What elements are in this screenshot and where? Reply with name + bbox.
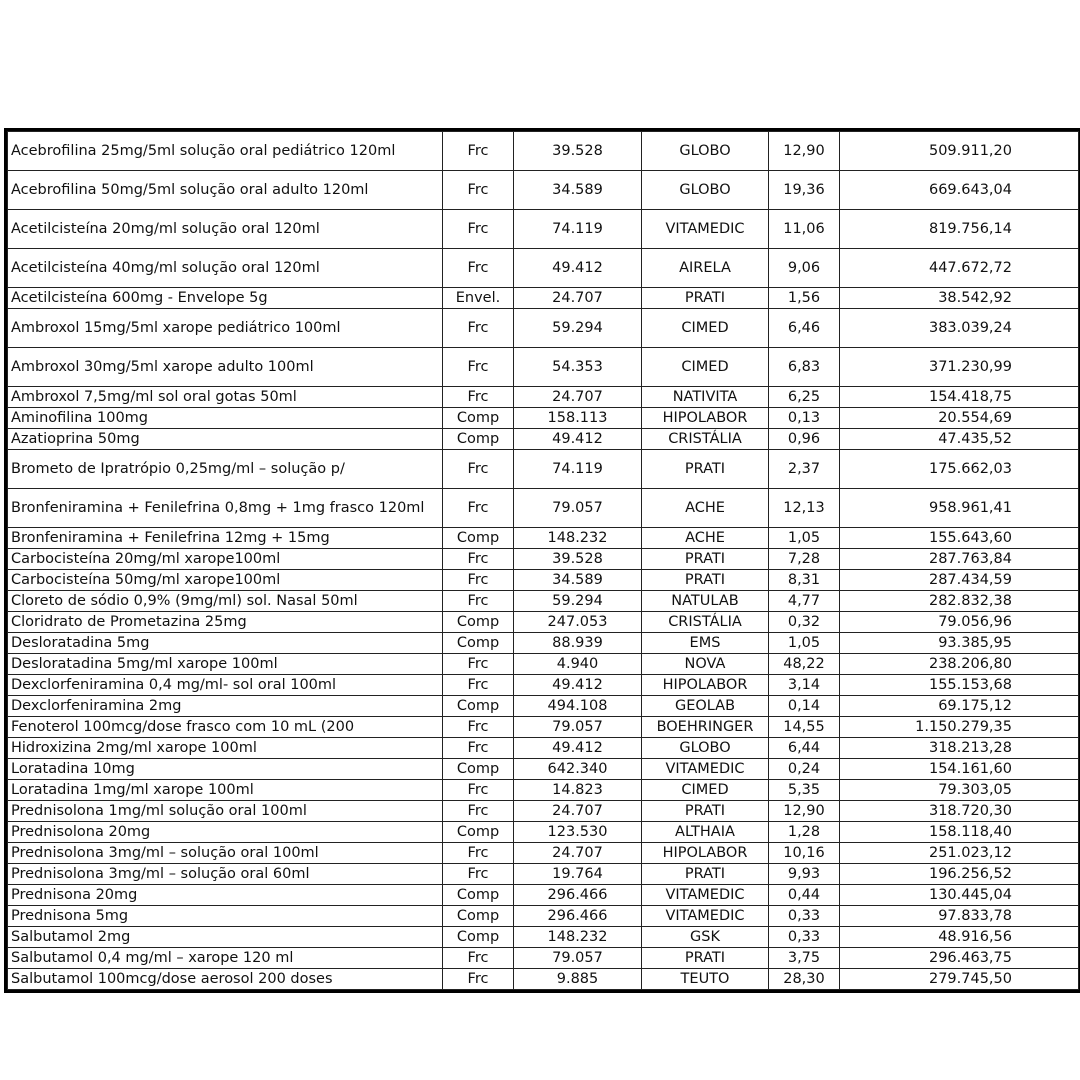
quantity-cell: 148.232 — [514, 528, 642, 549]
unit-cell: Frc — [443, 864, 514, 885]
unit-cell: Frc — [443, 489, 514, 528]
unit-cell: Frc — [443, 348, 514, 387]
quantity-cell: 24.707 — [514, 387, 642, 408]
quantity-cell: 79.057 — [514, 717, 642, 738]
medication-description-cell: Loratadina 10mg — [8, 759, 443, 780]
brand-cell: HIPOLABOR — [642, 675, 769, 696]
unit-price-cell: 0,13 — [769, 408, 840, 429]
unit-cell: Frc — [443, 801, 514, 822]
medication-description-cell: Acetilcisteína 20mg/ml solução oral 120ml — [8, 210, 443, 249]
medication-description-cell: Acebrofilina 50mg/5ml solução oral adulto 120ml — [8, 171, 443, 210]
medication-description-cell: Carbocisteína 50mg/ml xarope100ml — [8, 570, 443, 591]
medication-description-cell: Bronfeniramina + Fenilefrina 12mg + 15mg — [8, 528, 443, 549]
brand-cell: EMS — [642, 633, 769, 654]
quantity-cell: 123.530 — [514, 822, 642, 843]
unit-cell: Frc — [443, 387, 514, 408]
unit-price-cell: 48,22 — [769, 654, 840, 675]
total-value-cell: 93.385,95 — [840, 633, 1079, 654]
total-value-cell: 318.720,30 — [840, 801, 1079, 822]
unit-price-cell: 3,14 — [769, 675, 840, 696]
unit-price-cell: 0,32 — [769, 612, 840, 633]
unit-price-cell: 1,05 — [769, 633, 840, 654]
quantity-cell: 39.528 — [514, 549, 642, 570]
quantity-cell: 79.057 — [514, 948, 642, 969]
unit-price-cell: 12,90 — [769, 801, 840, 822]
table-row — [8, 927, 1079, 948]
table-row — [8, 429, 1079, 450]
total-value-cell: 69.175,12 — [840, 696, 1079, 717]
brand-cell: VITAMEDIC — [642, 759, 769, 780]
unit-cell: Frc — [443, 132, 514, 171]
unit-cell: Frc — [443, 249, 514, 288]
brand-cell: PRATI — [642, 864, 769, 885]
quantity-cell: 34.589 — [514, 570, 642, 591]
brand-cell: GLOBO — [642, 738, 769, 759]
brand-cell: CIMED — [642, 348, 769, 387]
unit-price-cell: 2,37 — [769, 450, 840, 489]
unit-price-cell: 1,28 — [769, 822, 840, 843]
unit-price-cell: 8,31 — [769, 570, 840, 591]
brand-cell: CRISTÁLIA — [642, 429, 769, 450]
quantity-cell: 59.294 — [514, 591, 642, 612]
total-value-cell: 20.554,69 — [840, 408, 1079, 429]
total-value-cell: 196.256,52 — [840, 864, 1079, 885]
unit-cell: Comp — [443, 759, 514, 780]
unit-cell: Comp — [443, 885, 514, 906]
brand-cell: PRATI — [642, 801, 769, 822]
table-row — [8, 591, 1079, 612]
unit-price-cell: 0,96 — [769, 429, 840, 450]
brand-cell: NOVA — [642, 654, 769, 675]
table-row — [8, 171, 1079, 210]
medication-description-cell: Prednisolona 20mg — [8, 822, 443, 843]
brand-cell: ACHE — [642, 528, 769, 549]
quantity-cell: 642.340 — [514, 759, 642, 780]
unit-price-cell: 5,35 — [769, 780, 840, 801]
medication-description-cell: Prednisona 20mg — [8, 885, 443, 906]
medication-description-cell: Prednisolona 1mg/ml solução oral 100ml — [8, 801, 443, 822]
table-row — [8, 288, 1079, 309]
unit-cell: Frc — [443, 171, 514, 210]
quantity-cell: 148.232 — [514, 927, 642, 948]
quantity-cell: 49.412 — [514, 738, 642, 759]
table-row — [8, 348, 1079, 387]
unit-price-cell: 6,83 — [769, 348, 840, 387]
brand-cell: PRATI — [642, 570, 769, 591]
table-row — [8, 906, 1079, 927]
medication-description-cell: Salbutamol 0,4 mg/ml – xarope 120 ml — [8, 948, 443, 969]
table-body — [8, 132, 1079, 990]
table-row — [8, 675, 1079, 696]
unit-cell: Frc — [443, 570, 514, 591]
price-table-sheet — [4, 128, 1080, 993]
quantity-cell: 59.294 — [514, 309, 642, 348]
quantity-cell: 494.108 — [514, 696, 642, 717]
table-row — [8, 738, 1079, 759]
total-value-cell: 251.023,12 — [840, 843, 1079, 864]
total-value-cell: 1.150.279,35 — [840, 717, 1079, 738]
medication-description-cell: Ambroxol 15mg/5ml xarope pediátrico 100ml — [8, 309, 443, 348]
unit-cell: Comp — [443, 696, 514, 717]
table-row — [8, 309, 1079, 348]
total-value-cell: 318.213,28 — [840, 738, 1079, 759]
unit-cell: Frc — [443, 654, 514, 675]
quantity-cell: 54.353 — [514, 348, 642, 387]
unit-cell: Frc — [443, 309, 514, 348]
unit-cell: Comp — [443, 822, 514, 843]
total-value-cell: 155.643,60 — [840, 528, 1079, 549]
unit-cell: Frc — [443, 969, 514, 990]
brand-cell: PRATI — [642, 450, 769, 489]
unit-price-cell: 28,30 — [769, 969, 840, 990]
quantity-cell: 74.119 — [514, 450, 642, 489]
quantity-cell: 49.412 — [514, 675, 642, 696]
total-value-cell: 38.542,92 — [840, 288, 1079, 309]
unit-price-cell: 9,06 — [769, 249, 840, 288]
unit-price-cell: 11,06 — [769, 210, 840, 249]
quantity-cell: 79.057 — [514, 489, 642, 528]
unit-cell: Frc — [443, 450, 514, 489]
brand-cell: NATULAB — [642, 591, 769, 612]
total-value-cell: 97.833,78 — [840, 906, 1079, 927]
medication-description-cell: Dexclorfeniramina 0,4 mg/ml- sol oral 100ml — [8, 675, 443, 696]
total-value-cell: 958.961,41 — [840, 489, 1079, 528]
medication-description-cell: Acetilcisteína 40mg/ml solução oral 120ml — [8, 249, 443, 288]
medication-description-cell: Acetilcisteína 600mg - Envelope 5g — [8, 288, 443, 309]
unit-price-cell: 6,46 — [769, 309, 840, 348]
total-value-cell: 371.230,99 — [840, 348, 1079, 387]
total-value-cell: 79.303,05 — [840, 780, 1079, 801]
medication-description-cell: Prednisona 5mg — [8, 906, 443, 927]
brand-cell: CRISTÁLIA — [642, 612, 769, 633]
total-value-cell: 509.911,20 — [840, 132, 1079, 171]
total-value-cell: 154.161,60 — [840, 759, 1079, 780]
table-row — [8, 633, 1079, 654]
total-value-cell: 238.206,80 — [840, 654, 1079, 675]
table-row — [8, 450, 1079, 489]
brand-cell: CIMED — [642, 309, 769, 348]
brand-cell: ALTHAIA — [642, 822, 769, 843]
unit-price-cell: 14,55 — [769, 717, 840, 738]
unit-price-cell: 19,36 — [769, 171, 840, 210]
unit-price-cell: 1,56 — [769, 288, 840, 309]
medication-description-cell: Acebrofilina 25mg/5ml solução oral pediátrico 120ml — [8, 132, 443, 171]
brand-cell: BOEHRINGER — [642, 717, 769, 738]
total-value-cell: 279.745,50 — [840, 969, 1079, 990]
total-value-cell: 447.672,72 — [840, 249, 1079, 288]
table-row — [8, 843, 1079, 864]
unit-cell: Frc — [443, 780, 514, 801]
medication-description-cell: Cloridrato de Prometazina 25mg — [8, 612, 443, 633]
unit-cell: Comp — [443, 528, 514, 549]
total-value-cell: 296.463,75 — [840, 948, 1079, 969]
unit-cell: Frc — [443, 210, 514, 249]
quantity-cell: 39.528 — [514, 132, 642, 171]
brand-cell: PRATI — [642, 549, 769, 570]
quantity-cell: 19.764 — [514, 864, 642, 885]
unit-price-cell: 6,25 — [769, 387, 840, 408]
medication-description-cell: Dexclorfeniramina 2mg — [8, 696, 443, 717]
table-row — [8, 528, 1079, 549]
total-value-cell: 287.434,59 — [840, 570, 1079, 591]
table-row — [8, 210, 1079, 249]
unit-cell: Comp — [443, 633, 514, 654]
medication-description-cell: Aminofilina 100mg — [8, 408, 443, 429]
brand-cell: GEOLAB — [642, 696, 769, 717]
unit-price-cell: 9,93 — [769, 864, 840, 885]
medication-description-cell: Brometo de Ipratrópio 0,25mg/ml – solução p/ — [8, 450, 443, 489]
unit-price-cell: 10,16 — [769, 843, 840, 864]
unit-price-cell: 0,33 — [769, 906, 840, 927]
table-row — [8, 612, 1079, 633]
table-row — [8, 387, 1079, 408]
table-row — [8, 408, 1079, 429]
brand-cell: GLOBO — [642, 171, 769, 210]
table-row — [8, 969, 1079, 990]
quantity-cell: 24.707 — [514, 288, 642, 309]
medication-description-cell: Azatioprina 50mg — [8, 429, 443, 450]
brand-cell: PRATI — [642, 288, 769, 309]
quantity-cell: 49.412 — [514, 249, 642, 288]
unit-price-cell: 3,75 — [769, 948, 840, 969]
medication-description-cell: Prednisolona 3mg/ml – solução oral 60ml — [8, 864, 443, 885]
unit-cell: Comp — [443, 429, 514, 450]
table-row — [8, 801, 1079, 822]
unit-cell: Frc — [443, 948, 514, 969]
total-value-cell: 175.662,03 — [840, 450, 1079, 489]
quantity-cell: 24.707 — [514, 801, 642, 822]
table-row — [8, 570, 1079, 591]
brand-cell: HIPOLABOR — [642, 843, 769, 864]
unit-price-cell: 0,24 — [769, 759, 840, 780]
unit-cell: Frc — [443, 738, 514, 759]
brand-cell: HIPOLABOR — [642, 408, 769, 429]
table-row — [8, 759, 1079, 780]
quantity-cell: 34.589 — [514, 171, 642, 210]
total-value-cell: 48.916,56 — [840, 927, 1079, 948]
brand-cell: CIMED — [642, 780, 769, 801]
unit-cell: Frc — [443, 675, 514, 696]
unit-cell: Comp — [443, 906, 514, 927]
brand-cell: TEUTO — [642, 969, 769, 990]
brand-cell: VITAMEDIC — [642, 885, 769, 906]
unit-cell: Frc — [443, 549, 514, 570]
unit-price-cell: 12,13 — [769, 489, 840, 528]
quantity-cell: 74.119 — [514, 210, 642, 249]
medication-description-cell: Bronfeniramina + Fenilefrina 0,8mg + 1mg frasco 120ml — [8, 489, 443, 528]
unit-price-cell: 4,77 — [769, 591, 840, 612]
medication-description-cell: Salbutamol 2mg — [8, 927, 443, 948]
quantity-cell: 158.113 — [514, 408, 642, 429]
total-value-cell: 47.435,52 — [840, 429, 1079, 450]
unit-cell: Comp — [443, 927, 514, 948]
total-value-cell: 130.445,04 — [840, 885, 1079, 906]
medication-description-cell: Ambroxol 30mg/5ml xarope adulto 100ml — [8, 348, 443, 387]
brand-cell: VITAMEDIC — [642, 210, 769, 249]
brand-cell: GSK — [642, 927, 769, 948]
medication-description-cell: Loratadina 1mg/ml xarope 100ml — [8, 780, 443, 801]
medication-price-table — [7, 131, 1079, 990]
total-value-cell: 155.153,68 — [840, 675, 1079, 696]
medication-description-cell: Carbocisteína 20mg/ml xarope100ml — [8, 549, 443, 570]
unit-cell: Frc — [443, 717, 514, 738]
unit-price-cell: 0,14 — [769, 696, 840, 717]
brand-cell: VITAMEDIC — [642, 906, 769, 927]
brand-cell: GLOBO — [642, 132, 769, 171]
total-value-cell: 287.763,84 — [840, 549, 1079, 570]
brand-cell: ACHE — [642, 489, 769, 528]
unit-cell: Envel. — [443, 288, 514, 309]
table-row — [8, 717, 1079, 738]
brand-cell: AIRELA — [642, 249, 769, 288]
total-value-cell: 669.643,04 — [840, 171, 1079, 210]
table-row — [8, 822, 1079, 843]
unit-price-cell: 7,28 — [769, 549, 840, 570]
table-row — [8, 132, 1079, 171]
table-row — [8, 654, 1079, 675]
unit-cell: Comp — [443, 408, 514, 429]
table-row — [8, 549, 1079, 570]
table-row — [8, 780, 1079, 801]
quantity-cell: 24.707 — [514, 843, 642, 864]
table-row — [8, 864, 1079, 885]
unit-cell: Comp — [443, 612, 514, 633]
unit-cell: Frc — [443, 843, 514, 864]
table-row — [8, 489, 1079, 528]
table-row — [8, 249, 1079, 288]
medication-description-cell: Fenoterol 100mcg/dose frasco com 10 mL (200 — [8, 717, 443, 738]
brand-cell: PRATI — [642, 948, 769, 969]
quantity-cell: 296.466 — [514, 906, 642, 927]
quantity-cell: 88.939 — [514, 633, 642, 654]
total-value-cell: 282.832,38 — [840, 591, 1079, 612]
quantity-cell: 247.053 — [514, 612, 642, 633]
table-row — [8, 948, 1079, 969]
quantity-cell: 4.940 — [514, 654, 642, 675]
medication-description-cell: Salbutamol 100mcg/dose aerosol 200 doses — [8, 969, 443, 990]
brand-cell: NATIVITA — [642, 387, 769, 408]
unit-price-cell: 6,44 — [769, 738, 840, 759]
table-row — [8, 885, 1079, 906]
quantity-cell: 9.885 — [514, 969, 642, 990]
total-value-cell: 154.418,75 — [840, 387, 1079, 408]
unit-cell: Frc — [443, 591, 514, 612]
medication-description-cell: Ambroxol 7,5mg/ml sol oral gotas 50ml — [8, 387, 443, 408]
total-value-cell: 79.056,96 — [840, 612, 1079, 633]
medication-description-cell: Hidroxizina 2mg/ml xarope 100ml — [8, 738, 443, 759]
unit-price-cell: 0,33 — [769, 927, 840, 948]
quantity-cell: 49.412 — [514, 429, 642, 450]
unit-price-cell: 0,44 — [769, 885, 840, 906]
unit-price-cell: 12,90 — [769, 132, 840, 171]
total-value-cell: 819.756,14 — [840, 210, 1079, 249]
quantity-cell: 14.823 — [514, 780, 642, 801]
medication-description-cell: Prednisolona 3mg/ml – solução oral 100ml — [8, 843, 443, 864]
medication-description-cell: Desloratadina 5mg — [8, 633, 443, 654]
medication-description-cell: Cloreto de sódio 0,9% (9mg/ml) sol. Nasal 50ml — [8, 591, 443, 612]
quantity-cell: 296.466 — [514, 885, 642, 906]
total-value-cell: 158.118,40 — [840, 822, 1079, 843]
medication-description-cell: Desloratadina 5mg/ml xarope 100ml — [8, 654, 443, 675]
total-value-cell: 383.039,24 — [840, 309, 1079, 348]
unit-price-cell: 1,05 — [769, 528, 840, 549]
table-row — [8, 696, 1079, 717]
